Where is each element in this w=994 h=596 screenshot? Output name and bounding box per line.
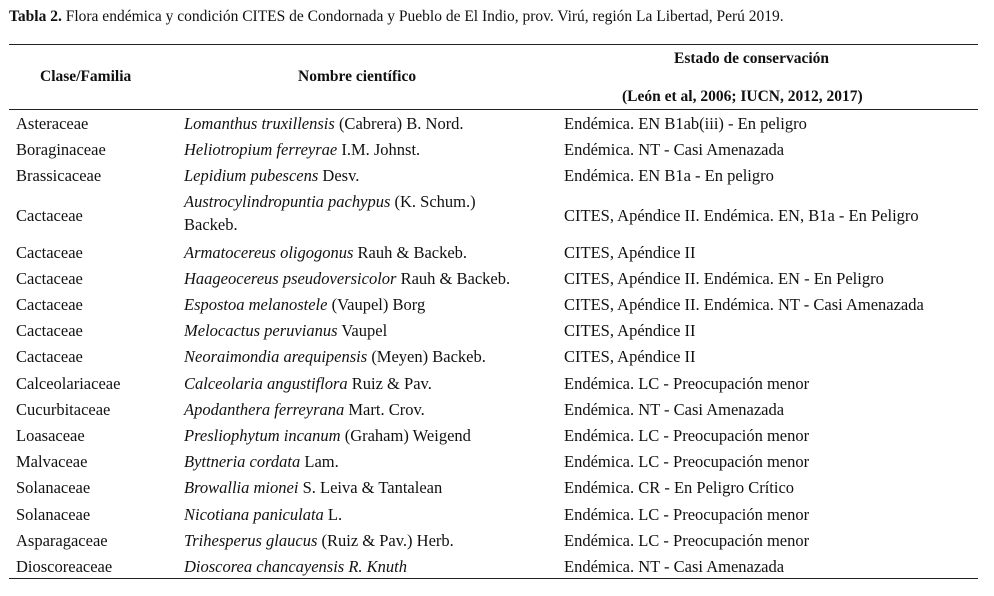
conservation-status-cell: Endémica. EN B1a - En peligro [564,166,774,186]
header-status: Estado de conservación [674,50,829,67]
scientific-name-cell [184,344,486,370]
scientific-name-cell [184,528,454,554]
header-status-sources: (León et al, 2006; IUCN, 2012, 2017) [622,88,863,105]
scientific-name-author: (K. Schum.) [390,191,476,211]
family-cell: Asteraceae [16,114,89,133]
scientific-name-author: S. Leiva & Tantalean [298,478,443,498]
scientific-name-italic: Melocactus peruvianus [184,321,338,341]
conservation-status-cell: Endémica. NT - Casi Amenazada [564,140,785,160]
header-scientific-name: Nombre científico [298,68,417,85]
scientific-name-cell [184,397,425,423]
conservation-status-cell: Endémica. LC - Preocupación menor [564,426,810,445]
scientific-name-cell [184,318,387,344]
scientific-name-italic: Neoraimondia arequipensis [184,347,368,367]
scientific-name-author-cont: Backeb. [184,214,238,234]
scientific-name-italic: Presliophytum incanum [184,426,341,445]
scientific-name-italic: Trihesperus glaucus [184,530,318,550]
table-row [0,163,994,189]
scientific-name-cell [184,266,510,292]
table-row [0,371,994,397]
header-family: Clase/Familia [40,68,132,85]
conservation-status-cell: Endémica. LC - Preocupación menor [564,530,810,550]
family-cell: Cactaceae [16,347,83,367]
table-row [0,397,994,423]
family-cell: Solanaceae [16,504,91,524]
family-cell: Asparagaceae [16,530,108,550]
table-row [0,111,994,137]
family-cell: Dioscoreaceae [16,557,113,576]
table-row [0,554,994,580]
table-row [0,318,994,344]
conservation-status-cell: Endémica. LC - Preocupación menor [564,504,810,524]
scientific-name-italic: Lomanthus truxillensis [184,114,335,133]
scientific-name-cell [184,292,425,318]
scientific-name-author: Lam. [300,452,339,472]
family-cell: Calceolariaceae [16,373,121,393]
table-row [0,423,994,449]
table-caption [9,8,784,26]
scientific-name-italic: Haageocereus pseudoversicolor [184,268,397,288]
scientific-name-author: Vaupel [337,321,388,341]
scientific-name-cell [184,240,467,266]
conservation-status-cell: CITES, Apéndice II. Endémica. EN - En Peligro [564,268,884,288]
family-cell: Cactaceae [16,205,83,225]
family-cell: Cucurbitaceae [16,399,111,419]
conservation-status-cell: CITES, Apéndice II [564,321,696,341]
scientific-name-cell [184,502,342,528]
conservation-status-cell: Endémica. NT - Casi Amenazada [564,399,785,419]
scientific-name-italic: Heliotropium ferreyrae [184,140,338,160]
conservation-status-cell: Endémica. LC - Preocupación menor [564,452,810,472]
table-row [0,292,994,318]
scientific-name-cell [184,423,471,449]
scientific-name-cell [184,449,339,475]
scientific-name-cell [184,137,420,163]
scientific-name-author: I.M. Johnst. [337,140,421,160]
scientific-name-italic: Byttneria cordata [184,452,301,472]
scientific-name-author: (Ruiz & Pav.) Herb. [317,530,454,550]
table-row [0,449,994,475]
scientific-name-italic: Dioscorea chancayensis R. Knuth [184,557,408,576]
scientific-name-italic: Apodanthera ferreyrana [184,399,345,419]
table-row [0,190,994,240]
scientific-name-cell [184,554,407,580]
scientific-name-italic: Armatocereus oligogonus [184,242,354,262]
scientific-name-cell [184,371,432,397]
scientific-name-cell [184,190,476,236]
family-cell: Brassicaceae [16,166,102,186]
family-cell: Cactaceae [16,268,83,288]
conservation-status-cell: Endémica. EN B1ab(iii) - En peligro [564,114,807,133]
scientific-name-author: (Graham) Weigend [340,426,471,445]
conservation-status-cell: Endémica. CR - En Peligro Crítico [564,478,795,498]
scientific-name-italic: Nicotiana paniculata [184,504,324,524]
scientific-name-italic: Austrocylindropuntia pachypus [184,191,391,211]
table-row [0,528,994,554]
scientific-name-italic: Calceolaria angustiflora [184,373,348,393]
family-cell: Loasaceae [16,426,85,445]
table-row [0,240,994,266]
table-row [0,137,994,163]
family-cell: Solanaceae [16,478,91,498]
scientific-name-cell [184,475,442,501]
scientific-name-author: Ruiz & Pav. [347,373,432,393]
scientific-name-author: Mart. Crov. [344,399,425,419]
scientific-name-cell [184,111,464,137]
conservation-status-cell: Endémica. LC - Preocupación menor [564,373,810,393]
table-row [0,475,994,501]
header-rule [9,109,978,110]
family-cell: Cactaceae [16,321,83,341]
scientific-name-author: (Vaupel) Borg [327,295,426,314]
bottom-rule [9,578,978,579]
scientific-name-author: L. [323,504,343,524]
conservation-status-cell: CITES, Apéndice II [564,347,696,367]
scientific-name-author: (Cabrera) B. Nord. [334,114,464,133]
conservation-status-cell: Endémica. NT - Casi Amenazada [564,557,785,576]
family-cell: Malvaceae [16,452,88,472]
conservation-status-cell: CITES, Apéndice II. Endémica. EN, B1a - En Peligro [564,205,919,225]
scientific-name-author: Desv. [318,166,360,186]
scientific-name-italic: Lepidium pubescens [184,166,319,186]
scientific-name-italic: Espostoa melanostele [184,295,328,314]
caption-label: Tabla 2. [9,8,62,25]
scientific-name-author: (Meyen) Backeb. [367,347,486,367]
table-row [0,344,994,370]
scientific-name-author: Rauh & Backeb. [353,242,468,262]
conservation-status-cell: CITES, Apéndice II [564,242,696,262]
table-row [0,266,994,292]
family-cell: Boraginaceae [16,140,106,160]
family-cell: Cactaceae [16,242,83,262]
family-cell: Cactaceae [16,295,83,314]
table-row [0,502,994,528]
scientific-name-italic: Browallia mionei [184,478,299,498]
top-rule [9,44,978,45]
scientific-name-cell [184,163,359,189]
caption-text: Flora endémica y condición CITES de Condornada y Pueblo de El Indio, prov. Virú, región La Libertad, Perú 2019. [61,8,784,25]
conservation-status-cell: CITES, Apéndice II. Endémica. NT - Casi Amenazada [564,295,924,314]
scientific-name-author: Rauh & Backeb. [396,268,511,288]
